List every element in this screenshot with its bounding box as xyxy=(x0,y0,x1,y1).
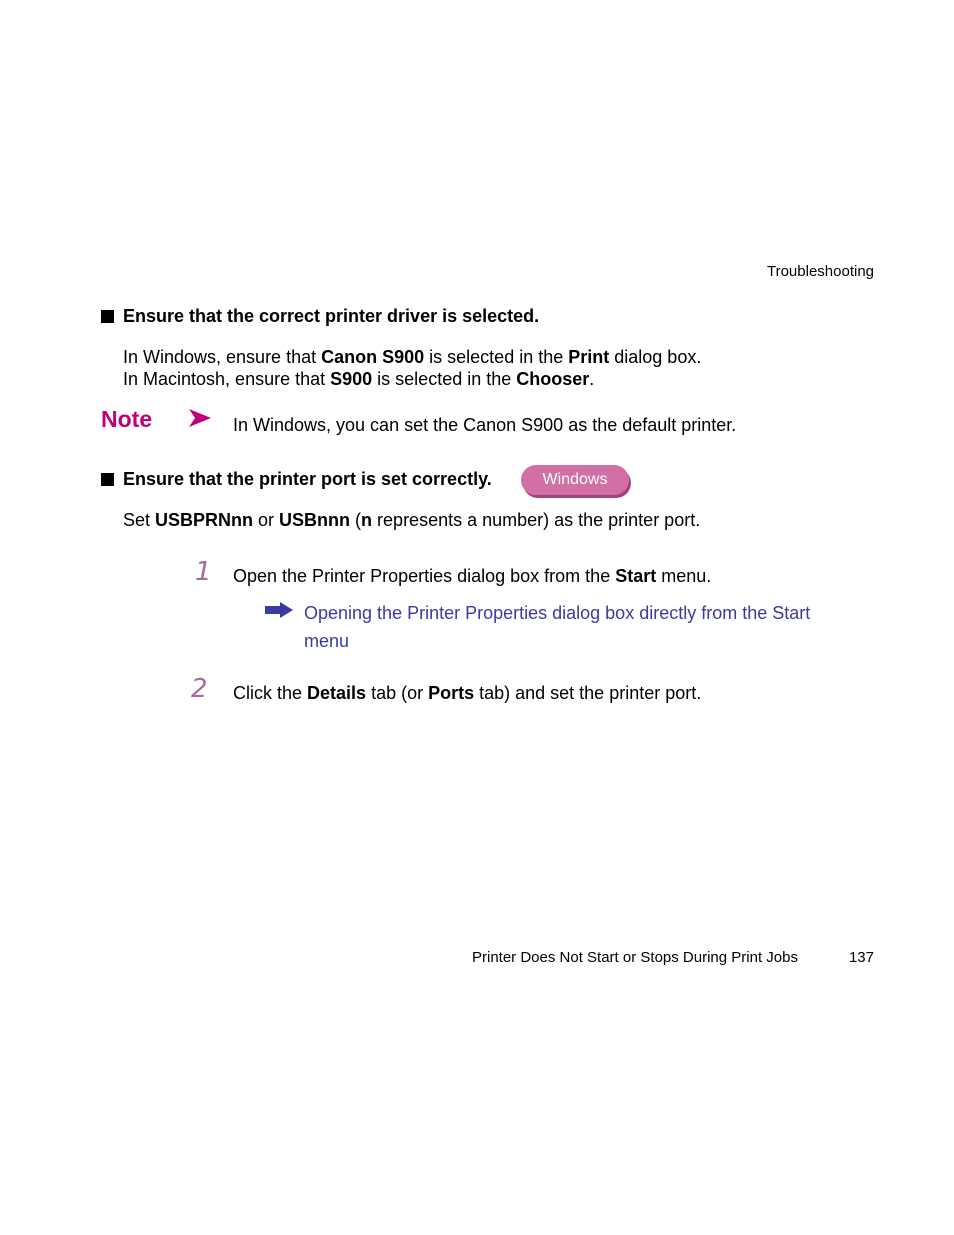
step-2-text xyxy=(233,682,701,704)
text-segment: represents a number) as the printer port. xyxy=(372,510,701,530)
note-text: In Windows, you can set the Canon S900 as the default printer. xyxy=(233,415,737,435)
badge-label: Windows xyxy=(521,465,629,495)
dialog-name: Print xyxy=(568,347,610,367)
text-segment: tab (or xyxy=(366,683,429,703)
text-segment: ( xyxy=(350,510,362,530)
text-segment: tab) and set the printer port. xyxy=(474,683,702,703)
port-name: USBnnn xyxy=(279,510,351,530)
page-number: 137 xyxy=(848,949,874,966)
driver-macintosh-line xyxy=(123,368,594,390)
square-bullet-icon xyxy=(101,473,114,486)
text-segment: or xyxy=(253,510,280,530)
running-header: Troubleshooting xyxy=(766,263,874,280)
product-name: Canon S900 xyxy=(321,347,425,367)
menu-name: Start xyxy=(615,566,657,586)
tab-name: Ports xyxy=(428,683,475,703)
step-1-text xyxy=(233,565,711,587)
driver-windows-line xyxy=(123,346,701,368)
section-heading-driver-text: Ensure that the correct printer driver is selected. xyxy=(123,306,540,326)
text-segment: is selected in the xyxy=(372,369,517,389)
step-number-1: 1 xyxy=(195,557,212,587)
text-segment: . xyxy=(589,369,595,389)
product-name: S900 xyxy=(330,369,373,389)
text-segment: Click the xyxy=(233,683,308,703)
text-segment: Set xyxy=(123,510,156,530)
section-heading-driver xyxy=(101,306,539,327)
right-arrow-icon xyxy=(265,602,293,623)
note-label: Note xyxy=(101,406,153,432)
port-instruction-line xyxy=(123,509,700,531)
text-segment: In Macintosh, ensure that xyxy=(123,369,331,389)
chooser-name: Chooser xyxy=(516,369,590,389)
text-segment: menu. xyxy=(656,566,712,586)
step-number-2: 2 xyxy=(191,674,208,704)
variable-name: n xyxy=(361,510,373,530)
printer-properties-link[interactable]: Opening the Printer Properties dialog box directly from the Start menu xyxy=(304,603,811,651)
text-segment: In Windows, ensure that xyxy=(123,347,322,367)
section-heading-port xyxy=(101,469,492,490)
tab-name: Details xyxy=(307,683,367,703)
note-arrow-icon xyxy=(189,409,211,432)
port-name: USBPRNnn xyxy=(155,510,254,530)
windows-os-badge xyxy=(521,465,631,497)
square-bullet-icon xyxy=(101,310,114,323)
text-segment: is selected in the xyxy=(424,347,569,367)
text-segment: dialog box. xyxy=(609,347,702,367)
section-heading-port-text: Ensure that the printer port is set correctly. xyxy=(123,469,492,489)
footer-chapter-title: Printer Does Not Start or Stops During Print Jobs xyxy=(472,949,798,966)
text-segment: Open the Printer Properties dialog box from the xyxy=(233,566,616,586)
